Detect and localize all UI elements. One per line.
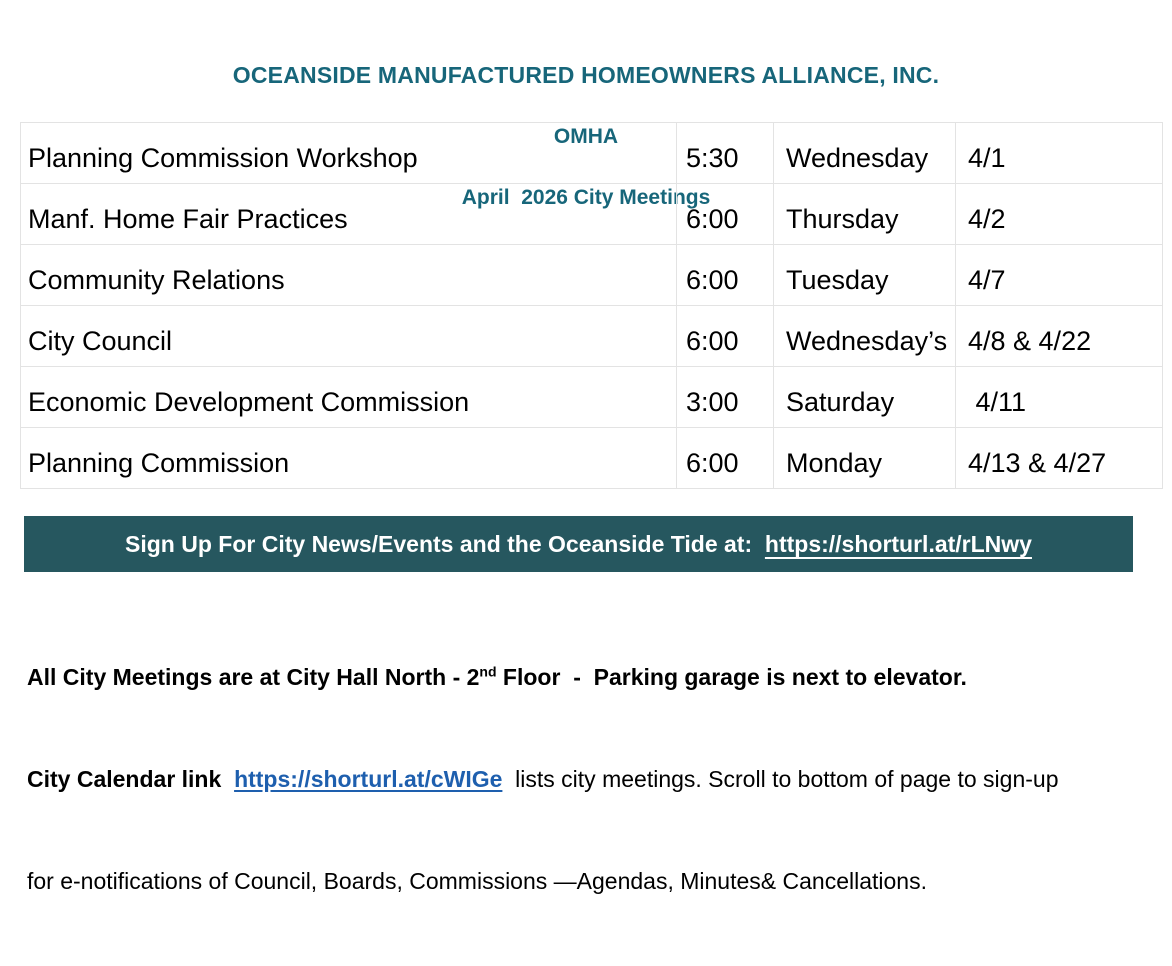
footer-line-calendar (27, 762, 1157, 796)
banner-text: Sign Up For City News/Events and the Oceanside Tide at: (125, 530, 765, 557)
signup-banner (24, 516, 1133, 572)
table-row (21, 428, 1163, 489)
table-row (21, 367, 1163, 428)
meeting-time-cell: 5:30 (677, 123, 774, 184)
meeting-date-cell: 4/1 (956, 123, 1163, 184)
ordinal-superscript: nd (479, 663, 497, 680)
location-text-cont: Floor - Parking garage is next to elevator. (496, 664, 967, 690)
meeting-date-cell: 4/13 & 4/27 (956, 428, 1163, 489)
footer-notes (27, 592, 1157, 966)
meeting-date-cell: 4/7 (956, 245, 1163, 306)
meeting-name-cell: Planning Commission (21, 428, 677, 489)
meeting-time-cell: 6:00 (677, 184, 774, 245)
location-text: All City Meetings are at City Hall North - 2 (27, 664, 480, 690)
meeting-day-cell: Monday (774, 428, 956, 489)
meeting-time-cell: 6:00 (677, 306, 774, 367)
meeting-time-cell: 6:00 (677, 245, 774, 306)
meeting-date-cell: 4/11 (956, 367, 1163, 428)
city-news-signup-link[interactable]: https://shorturl.at/rLNwy (764, 530, 1032, 557)
calendar-label: City Calendar link (27, 766, 235, 792)
meeting-day-cell: Wednesday’s (774, 306, 956, 367)
meeting-day-cell: Wednesday (774, 123, 956, 184)
meeting-name-cell: Planning Commission Workshop (21, 123, 677, 184)
meeting-date-cell: 4/2 (956, 184, 1163, 245)
meeting-time-cell: 6:00 (677, 428, 774, 489)
meetings-table (20, 122, 1163, 489)
org-abbreviation: OMHA (553, 125, 619, 148)
table-row (21, 245, 1163, 306)
meeting-date-cell: 4/8 & 4/22 (956, 306, 1163, 367)
meeting-day-cell: Saturday (774, 367, 956, 428)
meeting-day-cell: Thursday (774, 184, 956, 245)
table-row (21, 184, 1163, 245)
table-row (21, 306, 1163, 367)
calendar-text-rest: lists city meetings. Scroll to bottom of page to sign-up (502, 766, 1059, 792)
city-calendar-link[interactable]: https://shorturl.at/cWIGe (234, 766, 503, 792)
meeting-name-cell: Economic Development Commission (21, 367, 677, 428)
footer-line-location (27, 660, 1157, 694)
meetings-month-title: April 2026 City Meetings (461, 186, 711, 209)
footer-line-notifications: for e-notifications of Council, Boards, Commissions —Agendas, Minutes& Cancellations. (27, 868, 927, 894)
table-row (21, 123, 1163, 184)
meeting-name-cell: Community Relations (21, 245, 677, 306)
org-title: OCEANSIDE MANUFACTURED HOMEOWNERS ALLIANCE, INC. (232, 62, 940, 88)
meeting-name-cell: Manf. Home Fair Practices (21, 184, 677, 245)
meeting-day-cell: Tuesday (774, 245, 956, 306)
meeting-name-cell: City Council (21, 306, 677, 367)
meeting-time-cell: 3:00 (677, 367, 774, 428)
